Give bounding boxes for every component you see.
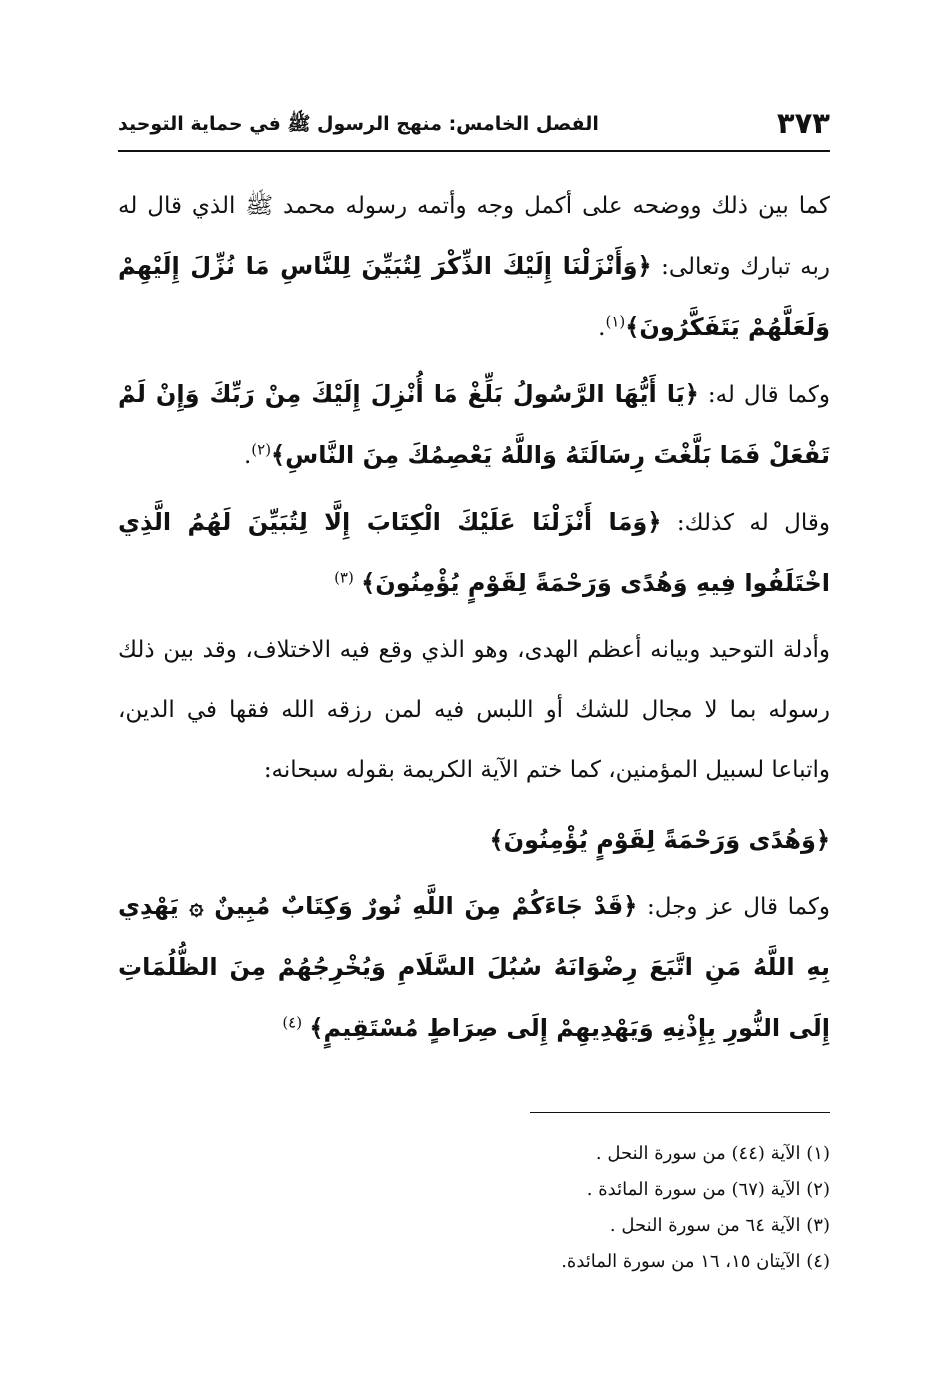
paragraph-2-end: . [243,443,252,469]
quran-verse-5: ﴿قَدْ جَاءَكُمْ مِنَ اللَّهِ نُورٌ وَكِتَابٌ مُبِينٌ ۞ يَهْدِي بِهِ اللَّهُ مَنِ اتَّبَعَ رِضْوَانَهُ سُبُلَ السَّلَامِ وَيُخْرِجُهُمْ مِنَ الظُّلُمَاتِ إِلَى النُّورِ بِإِذْنِهِ وَيَهْدِيهِمْ إِلَى صِرَاطٍ مُسْتَقِيمٍ﴾ [118,892,830,1042]
footnote-ref-2: (٢) [251,440,272,459]
page-header [118,108,830,148]
paragraph-3 [118,492,830,614]
page-number: ٣٧٣ [776,106,830,140]
paragraph-2 [118,364,830,486]
paragraph-5-text: وكما قال عز وجل: [637,894,830,920]
paragraph-2-text: وكما قال له: [698,382,830,408]
quran-verse-3: ﴿وَمَا أَنْزَلْنَا عَلَيْكَ الْكِتَابَ إِلَّا لِتُبَيِّنَ لَهُمُ الَّذِي اخْتَلَفُوا فِيهِ وَهُدًى وَرَحْمَةً لِقَوْمٍ يُؤْمِنُونَ﴾ [118,508,830,597]
footnote-2: (٢) الآية (٦٧) من سورة المائدة . [586,1179,830,1200]
footnote-ref-4: (٤) [282,1013,303,1032]
footnotes [118,1136,830,1280]
paragraph-1 [118,176,830,358]
footnote-ref-3: (٣) [334,568,354,587]
paragraph-4: وأدلة التوحيد وبيانه أعظم الهدى، وهو الذي وقع فيه الاختلاف، وقد بين ذلك رسوله بما لا مجال للشك أو اللبس فيه لمن رزقه الله فقها في الدين، واتباعا لسبيل المؤمنين، كما ختم الآية الكريمة بقوله سبحانه: [118,637,830,783]
running-title: الفصل الخامس: منهج الرسول ﷺ في حماية التوحيد [118,113,599,135]
paragraph-3-text: وقال له كذلك: [661,510,831,536]
paragraph-1-end: . [598,315,606,341]
footnote-ref-1: (١) [605,312,626,331]
quran-verse-2: ﴿يَا أَيُّهَا الرَّسُولُ بَلِّغْ مَا أُنْزِلَ إِلَيْكَ مِنْ رَبِّكَ وَإِنْ لَمْ تَفْعَلْ فَمَا بَلَّغْتَ رِسَالَتَهُ وَاللَّهُ يَعْصِمُكَ مِنَ النَّاسِ﴾ [118,380,830,469]
footnote-rule [530,1112,830,1113]
footnote-4: (٤) الآيتان ١٥، ١٦ من سورة المائدة. [561,1251,830,1272]
footnote-3: (٣) الآية ٦٤ من سورة النحل . [609,1215,830,1236]
footnote-1: (١) الآية (٤٤) من سورة النحل . [595,1143,830,1164]
quran-verse-1: ﴿وَأَنْزَلْنَا إِلَيْكَ الذِّكْرَ لِتُبَيِّنَ لِلنَّاسِ مَا نُزِّلَ إِلَيْهِمْ وَلَعَلَّهُمْ يَتَفَكَّرُونَ﴾ [118,252,830,341]
header-rule [118,150,830,152]
quran-verse-block: ﴿وَهُدًى وَرَحْمَةً لِقَوْمٍ يُؤْمِنُونَ﴾ [489,826,830,854]
paragraph-5 [118,876,830,1059]
paragraph-1-text: كما بين ذلك ووضحه على أكمل وجه وأتمه رسوله محمد ﷺ الذي قال له ربه تبارك وتعالى: [118,193,830,280]
main-text [118,176,830,1059]
